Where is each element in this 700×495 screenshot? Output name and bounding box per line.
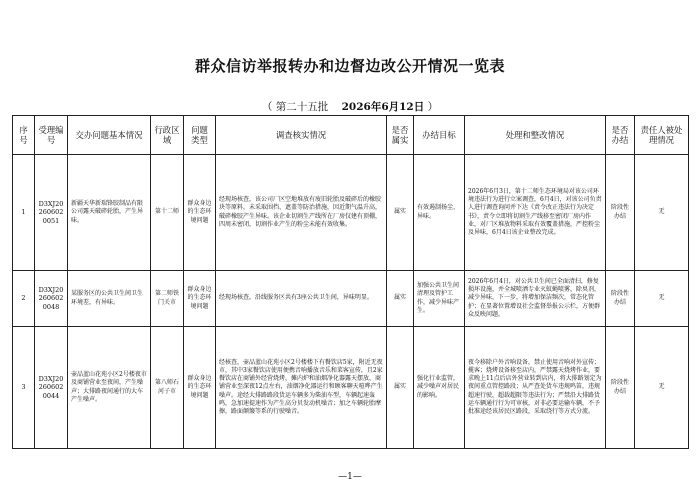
table-row <box>13 155 689 271</box>
handling-rectification: 2026年6月3日，第十二师生态环境局对该公司环境违法行为进行立案调查，6月4日，对该公司负责人进行调查询问并下达《责令改正违法行为决定书》，责令立即将切割生产线移至密闭厂房内作业，对厂区堆放物料采取有效覆盖措施，严控粉尘及异味，6月4日该企业整改完成。 <box>465 155 606 271</box>
subtitle-close-paren: ） <box>427 101 439 113</box>
investigation: 经现场核查，沿线服务区共有3座公共卫生间，异味明显。 <box>216 271 387 327</box>
table-header-row <box>13 116 689 155</box>
responsible-person-handled: 无 <box>635 155 689 271</box>
issue-type: 群众身边的生态环境问题 <box>184 327 216 449</box>
issue-description: 某服务区的公共卫生间卫生环境差，有异味。 <box>68 271 151 327</box>
is-true: 属实 <box>387 327 414 449</box>
completion-goal: 强化行业监管，减少噪声对居民的影响。 <box>414 327 465 449</box>
header-cell: 办结目标 <box>414 116 465 155</box>
is-true: 属实 <box>387 155 414 271</box>
investigation: 经核查，壶品蓝山花苑小区2号楼楼下有餐饮店5家，附近无夜市，其中3家餐饮店使用便携音响播放音乐和菜客宣传，且2家餐饮店在商铺外经营烧烤，摊内炉和油烟净化器露天摆放，商铺营业至深夜12点左右，油烟净化器运行和顾客聊天喧哗产生噪声。途经大排路路段货运车辆多为柴油车型，车辆起速轰鸣，急加速提速作为产生高分贝发动机噪音；加之车辆轮胎摩擦，路面颠簸等系的行驶噪音。 <box>216 327 387 449</box>
region: 第十二师 <box>151 155 184 271</box>
header-cell: 处理和整改情况 <box>465 116 606 155</box>
investigation: 经现场核查，该公司厂区空地堆放有废旧轮胎及破碎后的橡胶块等原料，未采取围挡、遮盖等防治措施，因近期气温升高，破碎橡胶产生异味。该企业切割生产线所在厂房仅建有顶棚，四周未密闭，切割作业产生的粉尘未能有效收集。 <box>216 155 387 271</box>
header-cell: 交办问题基本情况 <box>68 116 151 155</box>
region: 第八师石河子市 <box>151 327 184 449</box>
header-cell: 行政区域 <box>151 116 184 155</box>
completion-goal: 加强公共卫生间清理及管护工作，减少异味产生。 <box>414 271 465 327</box>
acceptance-code: D3XJ202606020044 <box>35 327 68 449</box>
issues-table <box>12 115 689 449</box>
is-completed: 阶段性办结 <box>606 155 635 271</box>
subtitle-date: 2026年6月12日 <box>341 101 425 113</box>
is-completed: 阶段性办结 <box>606 327 635 449</box>
issue-type: 群众身边的生态环境问题 <box>184 155 216 271</box>
page-number: —1— <box>338 472 362 482</box>
header-cell: 是否属实 <box>387 116 414 155</box>
responsible-person-handled: 无 <box>635 271 689 327</box>
row-number: 3 <box>13 327 35 449</box>
issue-description: 壶品蓝山花苑小区2号楼夜市及商铺营业至夜间，产生噪声；大排路夜间通行的大车产生噪声。 <box>68 327 151 449</box>
subtitle-batch: 第二十五批 <box>275 101 329 113</box>
table-row <box>13 271 689 327</box>
issue-type: 群众身边的生态环境问题 <box>184 271 216 327</box>
header-cell: 受理编号 <box>35 116 68 155</box>
header-cell: 是否办结 <box>606 116 635 155</box>
issue-description: 新疆天华新瑞锋胶制品有限公司露天破碎轮胎，产生异味。 <box>68 155 151 271</box>
row-number: 2 <box>13 271 35 327</box>
responsible-person-handled: 无 <box>635 327 689 449</box>
document-title: 群众信访举报转办和边督边改公开情况一览表 <box>194 57 505 75</box>
region: 第二师铁门关市 <box>151 271 184 327</box>
subtitle-open-paren: （ <box>261 101 273 113</box>
header-cell: 序号 <box>13 116 35 155</box>
header-cell: 调查核实情况 <box>216 116 387 155</box>
header-cell: 问题类型 <box>184 116 216 155</box>
completion-goal: 有效遏制扬尘、异味。 <box>414 155 465 271</box>
acceptance-code: D3XJ202606020048 <box>35 271 68 327</box>
row-number: 1 <box>13 155 35 271</box>
header-cell: 责任人被处理情况 <box>635 116 689 155</box>
table-row <box>13 327 689 449</box>
handling-rectification: 2026年6月4日，对公共卫生间已全面清扫，修复损坏设施，并全城喷洒专业灭蚊蝇喷雾，除臭剂，减少异味，下一步，将增加保洁频次，常态化管护；在显著位置增设社会监督举报公示栏，方便群众反映问题。 <box>465 271 606 327</box>
acceptance-code: D3XJ202606020051 <box>35 155 68 271</box>
document-subtitle <box>0 99 700 114</box>
is-true: 属实 <box>387 271 414 327</box>
handling-rectification: 夜今移除户外音响设备，禁止使用音响对外宣传；揽客；烧烤设备移至店内，严禁露天烧烤作业，要求晚上11点后店外营业转到店内，将大排路划定为夜间重点管控路段；从严查处货车违规鸣笛，违规超速行驶，超载超限等违法行为；严禁沿大排路货运车辆通行行为可审核，对非必要运输车辆，不予批准途经该居民区路段，采取绕行等方式分流。 <box>465 327 606 449</box>
is-completed: 阶段性办结 <box>606 271 635 327</box>
